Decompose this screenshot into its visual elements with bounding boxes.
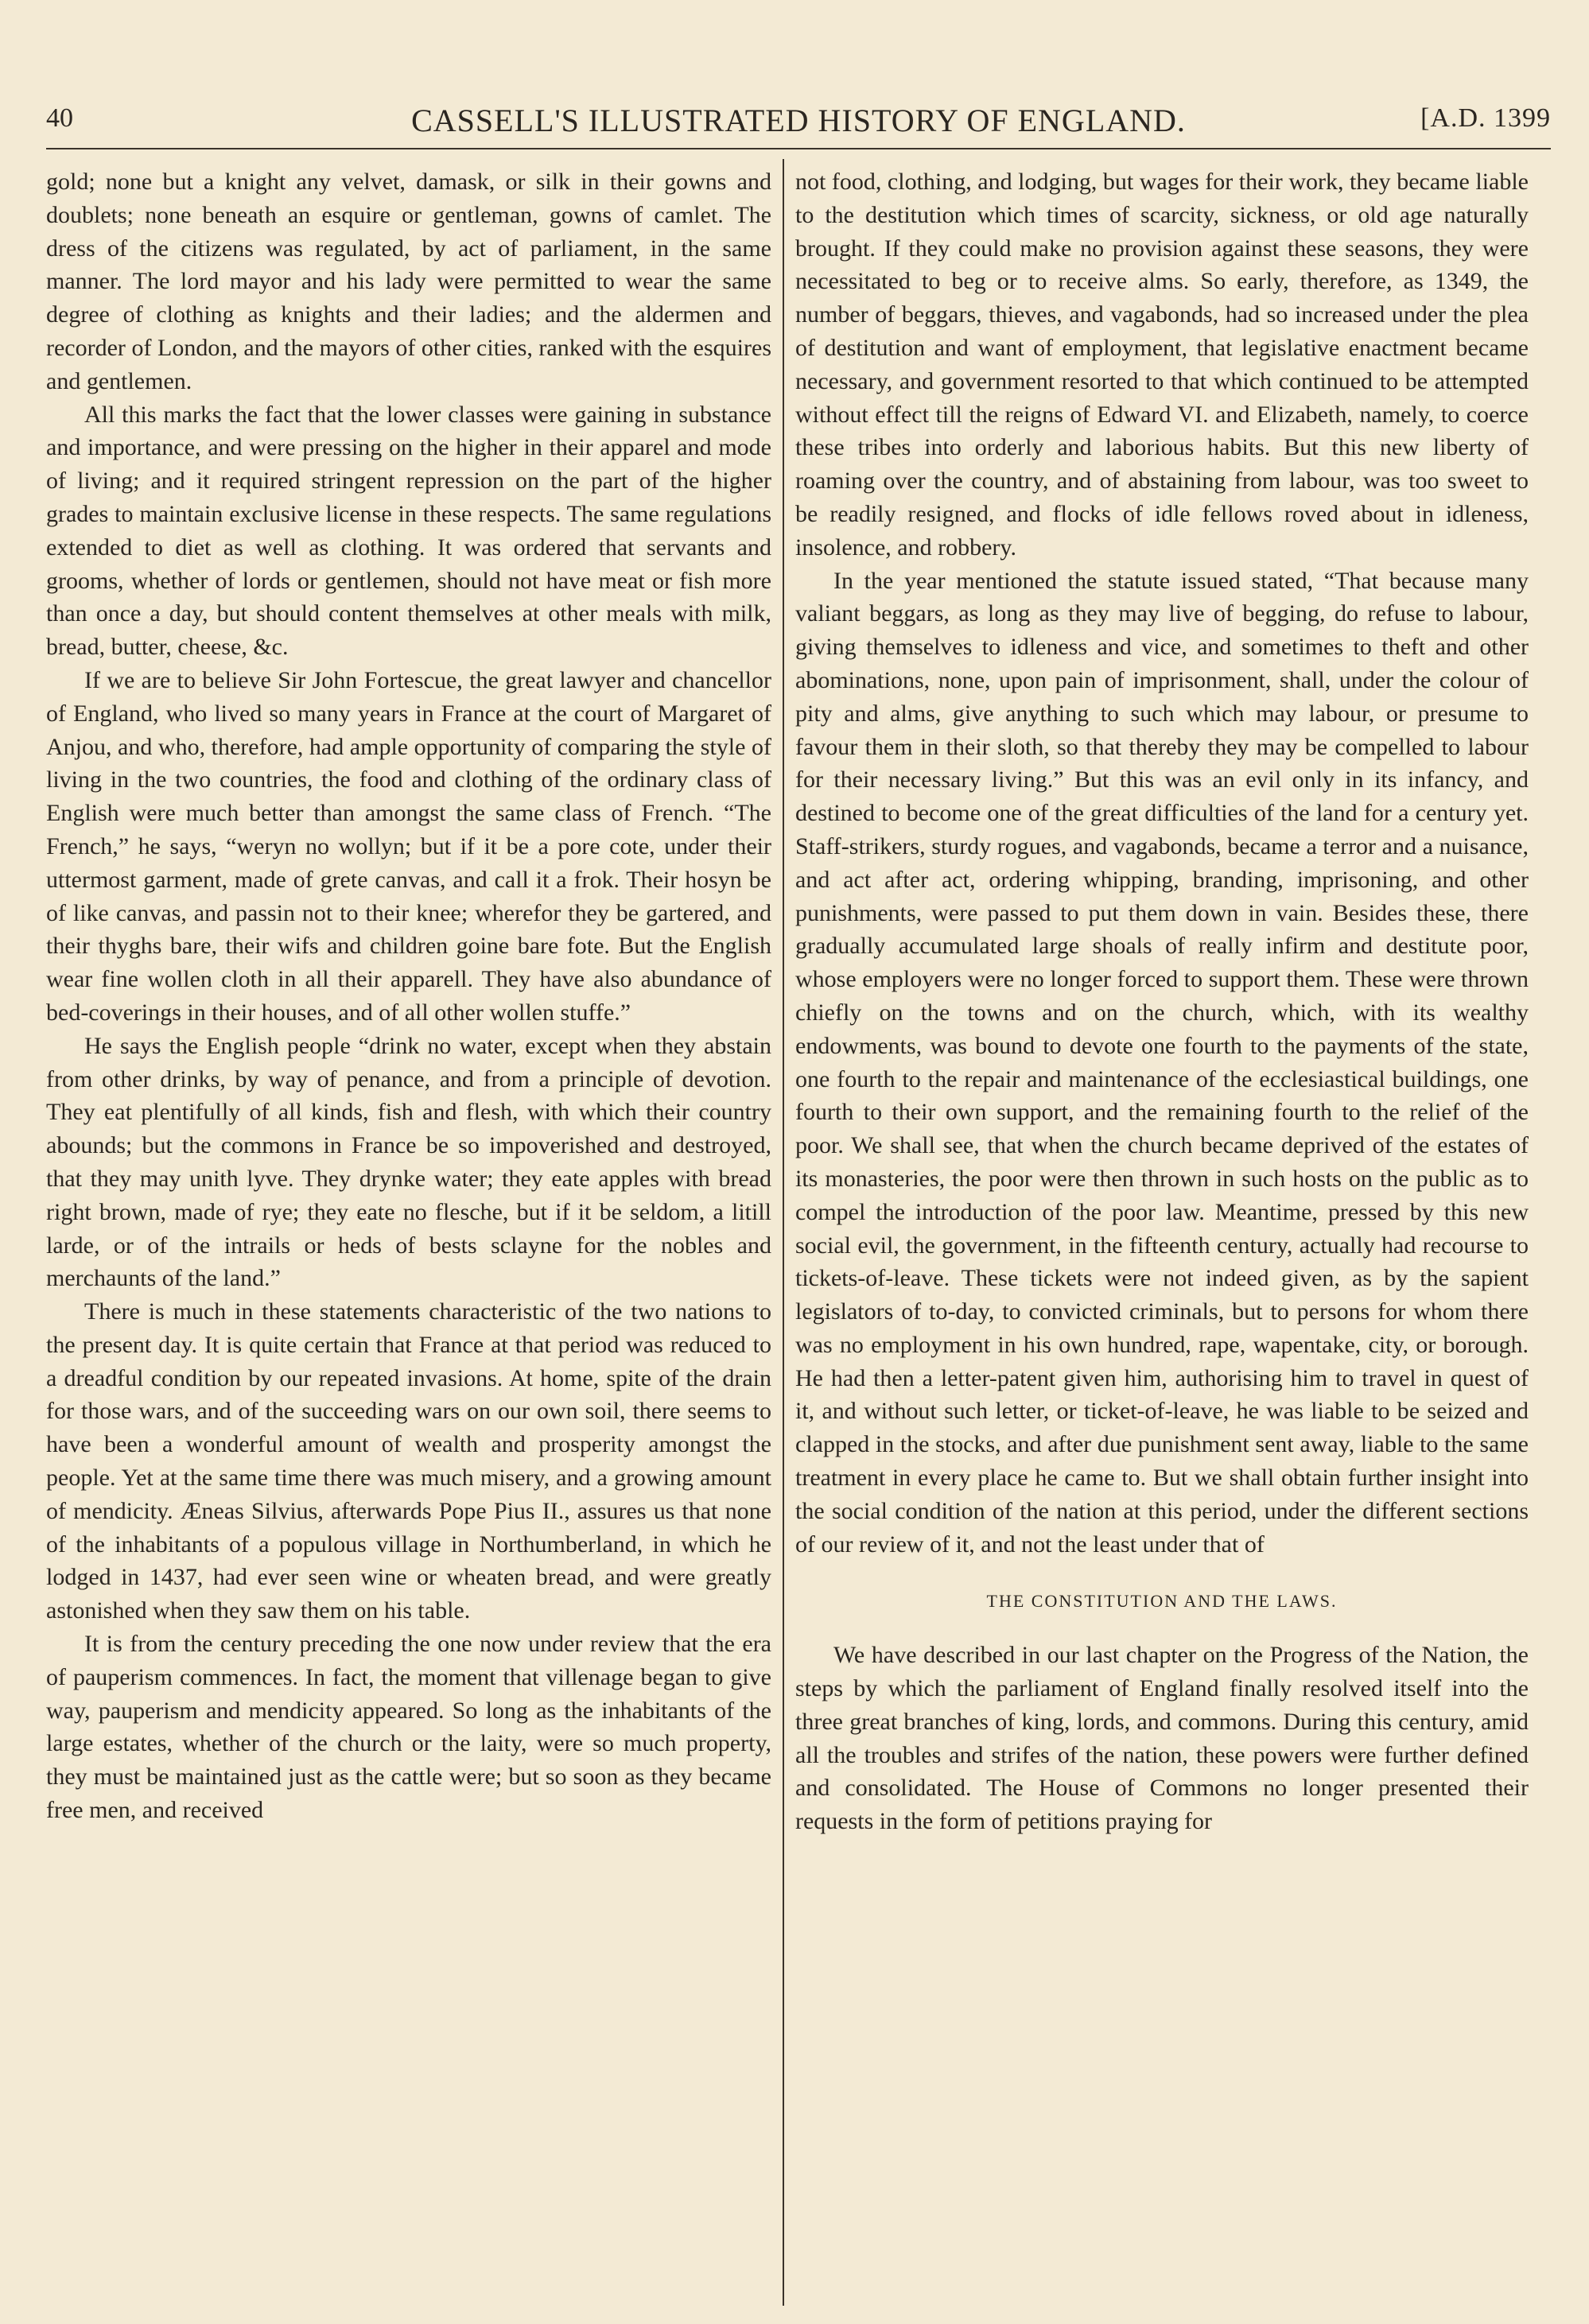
paragraph: In the year mentioned the statute issued stated, “That because many valiant beggars, as long as they may live of begging, do refuse to labour, giving themselves to idleness and vice, and sometimes to theft and other abominations, none, upon pain of imprisonment, shall, under the colour of pity and alms, give anything to such which may labour, or presume to favour them in their sloth, so that thereby they may be compelled to labour for their necessary living.” But this was an evil only in its infancy, and destined to become one of the great difficulties of the land for a century yet. Staff-strikers, sturdy rogues, and vagabonds, became a terror and a nuisance, and act after act, ordering whipping, branding, imprisoning, and other punishments, were passed to put them down in vain. Besides these, there gradually accumulated large shoals of really infirm and destitute poor, whose employers were no longer forced to support them. These were thrown chiefly on the towns and on the church, which, with its wealthy endowments, was bound to devote one fourth to the payments of the state, one fourth to the repair and maintenance of the ecclesiastical buildings, one fourth to their own support, and the remaining fourth to the relief of the poor. We shall see, that when the church became deprived of the estates of its monasteries, the poor were then thrown in such hosts on the public as to compel the introduction of the poor law. Meantime, pressed by this new social evil, the government, in the fifteenth century, actually had recourse to tickets-of-leave. These tickets were not indeed given, as by the sapient legislators of to-day, to convicted criminals, but to persons for whom there was no employment in his own hundred, rape, wapentake, city, or borough. He had then a letter-patent given him, authorising him to travel in quest of it, and without such letter, or ticket-of-leave, he was liable to be seized and clapped in the stocks, and after due punishment sent away, liable to the same treatment in every place he came to. But we shall obtain further insight into the social condition of the nation at this period, under the different sections of our review of it, and not the least under that of [795, 567, 1529, 1558]
date-marker: [A.D. 1399 [1420, 103, 1551, 133]
paragraph: not food, clothing, and lodging, but wages for their work, they became liable to the destitution which times of scarcity, sickness, or old age naturally brought. If they could make no provision against these seasons, they were necessitated to beg or to receive alms. So early, therefore, as 1349, the number of beggars, thieves, and vagabonds, had so increased under the plea of destitution and want of employment, that legislative enactment became necessary, and government resorted to that which continued to be attempted without effect till the reigns of Edward VI. and Elizabeth, namely, to coerce these tribes into orderly and laborious habits. But this new liberty of roaming over the country, and of abstaining from labour, was too sweet to be readily resigned, and flocks of idle fellows roved about in idleness, insolence, and robbery. [795, 169, 1529, 561]
paragraph: He says the English people “drink no water, except when they abstain from other drinks, by way of penance, and from a principle of devotion. They eat plentifully of all kinds, fish and flesh, with which their country abounds; but the commons in France be so impoverished and destroyed, that they may unith lyve. They drynke water; they eate apples with bread right brown, made of rye; they eate no flesche, but if it be seldom, a litill larde, or of the intrails or heds of bests sclayne for the nobles and merchaunts of the land.” [46, 1032, 771, 1292]
paragraph: It is from the century preceding the one now under review that the era of pauperism commences. In fact, the moment that villenage began to give way, pauperism and mendicity appeared. So long as the inhabitants of the large estates, whether of the church or the laity, were so much property, they must be maintained just as the cattle were; but so soon as they became free men, and received [46, 1631, 771, 1824]
right-column [795, 165, 1529, 2296]
paragraph: All this marks the fact that the lower classes were gaining in substance and importance, and were pressing on the higher in their apparel and mode of living; and it required stringent repression on the part of the higher grades to maintain exclusive license in these respects. The same regulations extended to diet as well as clothing. It was ordered that servants and grooms, whether of lords or gentlemen, should not have meat or fish more than once a day, but should content themselves at other meals with milk, bread, butter, cheese, &c. [46, 401, 771, 661]
running-title: CASSELL'S ILLUSTRATED HISTORY OF ENGLAND. [411, 103, 1186, 138]
paragraph: There is much in these statements characteristic of the two nations to the present day. It is quite certain that France at that period was reduced to a dreadful condition by our repeated invasions. At home, spite of the drain for those wars, and of the succeeding wars on our own soil, there seems to have been a wonderful amount of wealth and prosperity amongst the people. Yet at the same time there was much misery, and a growing amount of mendicity. Æneas Silvius, afterwards Pope Pius II., assures us that none of the inhabitants of a populous village in Northumberland, in which he lodged in 1437, had ever seen wine or wheaten bread, and were greatly astonished when they saw them on his table. [46, 1298, 771, 1624]
paragraph: We have described in our last chapter on the Progress of the Nation, the steps by which the parliament of England finally resolved itself into the three great branches of king, lords, and commons. During this century, amid all the troubles and strifes of the nation, these powers were further defined and consolidated. The House of Commons no longer presented their requests in the form of petitions praying for [795, 1642, 1529, 1835]
paragraph: gold; none but a knight any velvet, damask, or silk in their gowns and doublets; none beneath an esquire or gentleman, gowns of camlet. The dress of the citizens was regulated, by act of parliament, in the same manner. The lord mayor and his lady were permitted to wear the same degree of clothing as knights and their ladies; and the aldermen and recorder of London, and the mayors of other cities, ranked with the esquires and gentlemen. [46, 169, 771, 394]
running-header [46, 94, 1551, 142]
page-number: 40 [46, 103, 73, 133]
column-divider [783, 159, 784, 2306]
header-rule [46, 148, 1551, 149]
paragraph: If we are to believe Sir John Fortescue, the great lawyer and chancellor of England, who lived so many years in France at the court of Margaret of Anjou, and who, therefore, had ample opportunity of comparing the style of living in the two countries, the food and clothing of the ordinary class of English were much better than amongst the same class of French. “The French,” he says, “weryn no wollyn; but if it be a pore cote, under their uttermost garment, made of grete canvas, and call it a frok. Their hosyn be of like canvas, and passin not to their knee; wherefor they be gartered, and their thyghs bare, their wifs and children goine bare fote. But the English wear fine wollen cloth in all their apparell. They have also abundance of bed-coverings in their houses, and of all other wollen stuffe.” [46, 666, 771, 1026]
section-heading: THE CONSTITUTION AND THE LAWS. [986, 1591, 1338, 1612]
left-column [46, 165, 771, 2296]
